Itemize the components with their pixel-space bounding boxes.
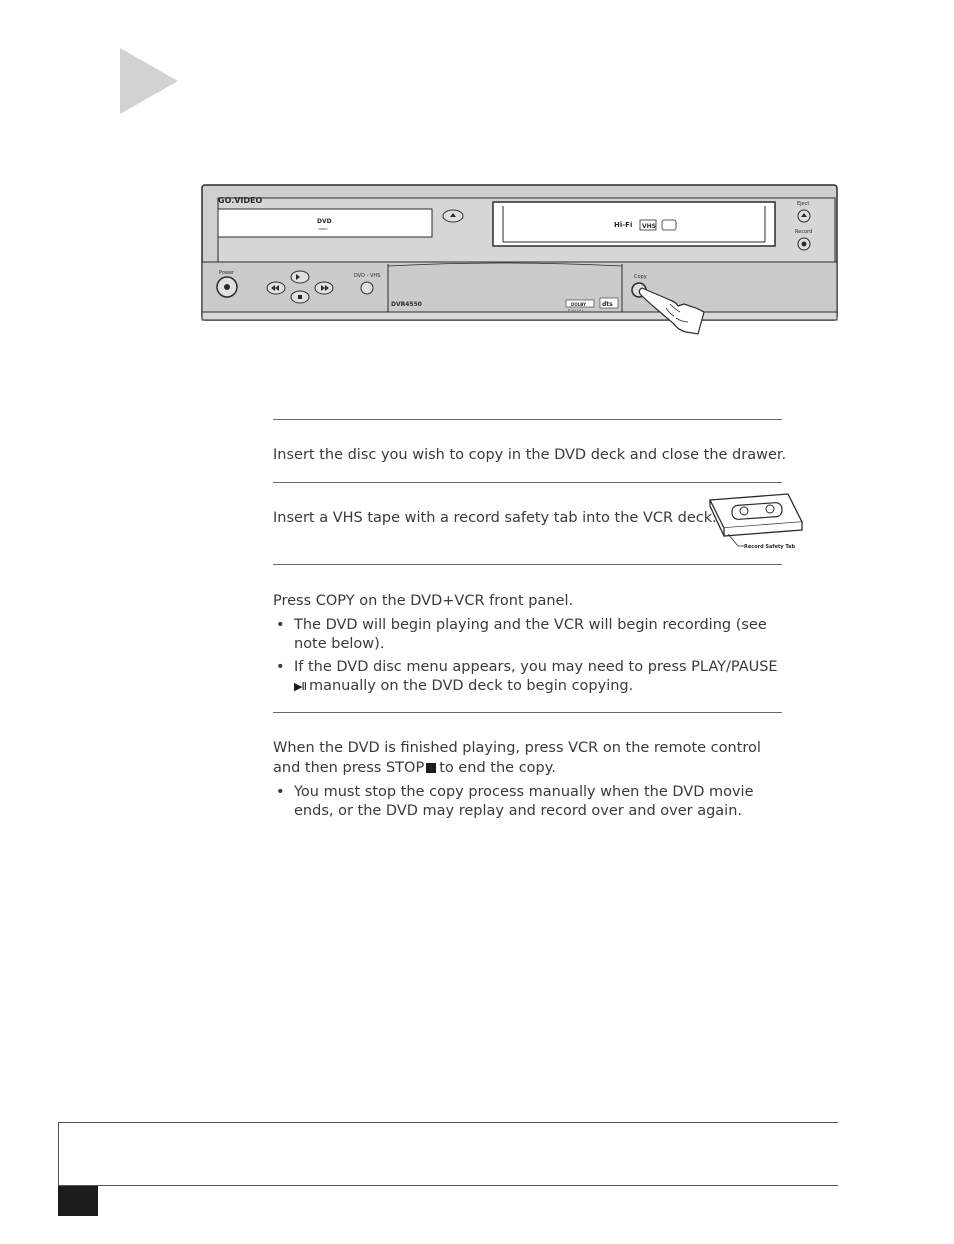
step-1-text: Insert the disc you wish to copy in the DVD deck and close the drawer.	[273, 447, 787, 463]
svg-text:VIDEO: VIDEO	[318, 227, 328, 231]
record-label: Record	[795, 229, 813, 235]
page-number-tab	[58, 1186, 98, 1216]
footer-top-rule	[58, 1122, 838, 1123]
footer-side-rule	[58, 1122, 59, 1186]
play-pause-icon: ▶II	[294, 680, 306, 693]
digital-label: D I G I T A L	[568, 309, 584, 312]
step-divider	[273, 712, 782, 713]
step-2-text: Insert a VHS tape with a record safety tab into the VCR deck.	[273, 510, 717, 526]
list-item: • If the DVD disc menu appears, you may need to press PLAY/PAUSE ▶II manually on the DVD deck to begin copying.	[276, 659, 778, 694]
power-label: Power	[219, 270, 235, 276]
dts-logo: dts	[602, 301, 613, 308]
record-icon	[802, 242, 807, 247]
list-item: • The DVD will begin playing and the VCR will begin recording (see note below).	[276, 617, 767, 652]
dvd-vhs-label: DVD - VHS	[354, 273, 381, 279]
list-item: • You must stop the copy process manually when the DVD movie ends, or the DVD may replay and record over and over again.	[276, 784, 754, 819]
copy-label: Copy	[634, 274, 647, 280]
stop-icon	[298, 295, 302, 299]
section-marker-icon	[120, 48, 178, 114]
dvd-vhs-button[interactable]	[361, 282, 373, 294]
vhs-logo: VHS	[642, 223, 656, 230]
step-divider	[273, 419, 782, 420]
model-label: DVR4550	[391, 301, 422, 308]
step-divider	[273, 564, 782, 565]
step-divider	[273, 482, 782, 483]
record-safety-tab-label: Record Safety Tab	[744, 544, 796, 550]
vhs-tape-illustration	[708, 492, 808, 554]
vcr-plus-logo-icon	[662, 220, 676, 230]
power-icon	[224, 284, 230, 290]
brand-logo: GO.VIDEO	[218, 196, 263, 205]
step-4-text: When the DVD is finished playing, press VCR on the remote control and then press STOP to end the copy.	[273, 740, 761, 776]
hifi-label: Hi-Fi	[614, 221, 633, 229]
bullet-icon: •	[276, 659, 285, 675]
bullet-icon: •	[276, 784, 285, 800]
eject-label: Eject	[797, 201, 810, 207]
stop-icon	[426, 763, 436, 773]
dvd-logo: DVD	[317, 218, 332, 225]
bullet-icon: •	[276, 617, 285, 633]
dolby-logo: DOLBY	[571, 302, 586, 307]
footer-bottom-rule	[58, 1185, 838, 1186]
dvd-vcr-front-panel	[200, 184, 840, 340]
step-3-text: Press COPY on the DVD+VCR front panel.	[273, 593, 574, 609]
